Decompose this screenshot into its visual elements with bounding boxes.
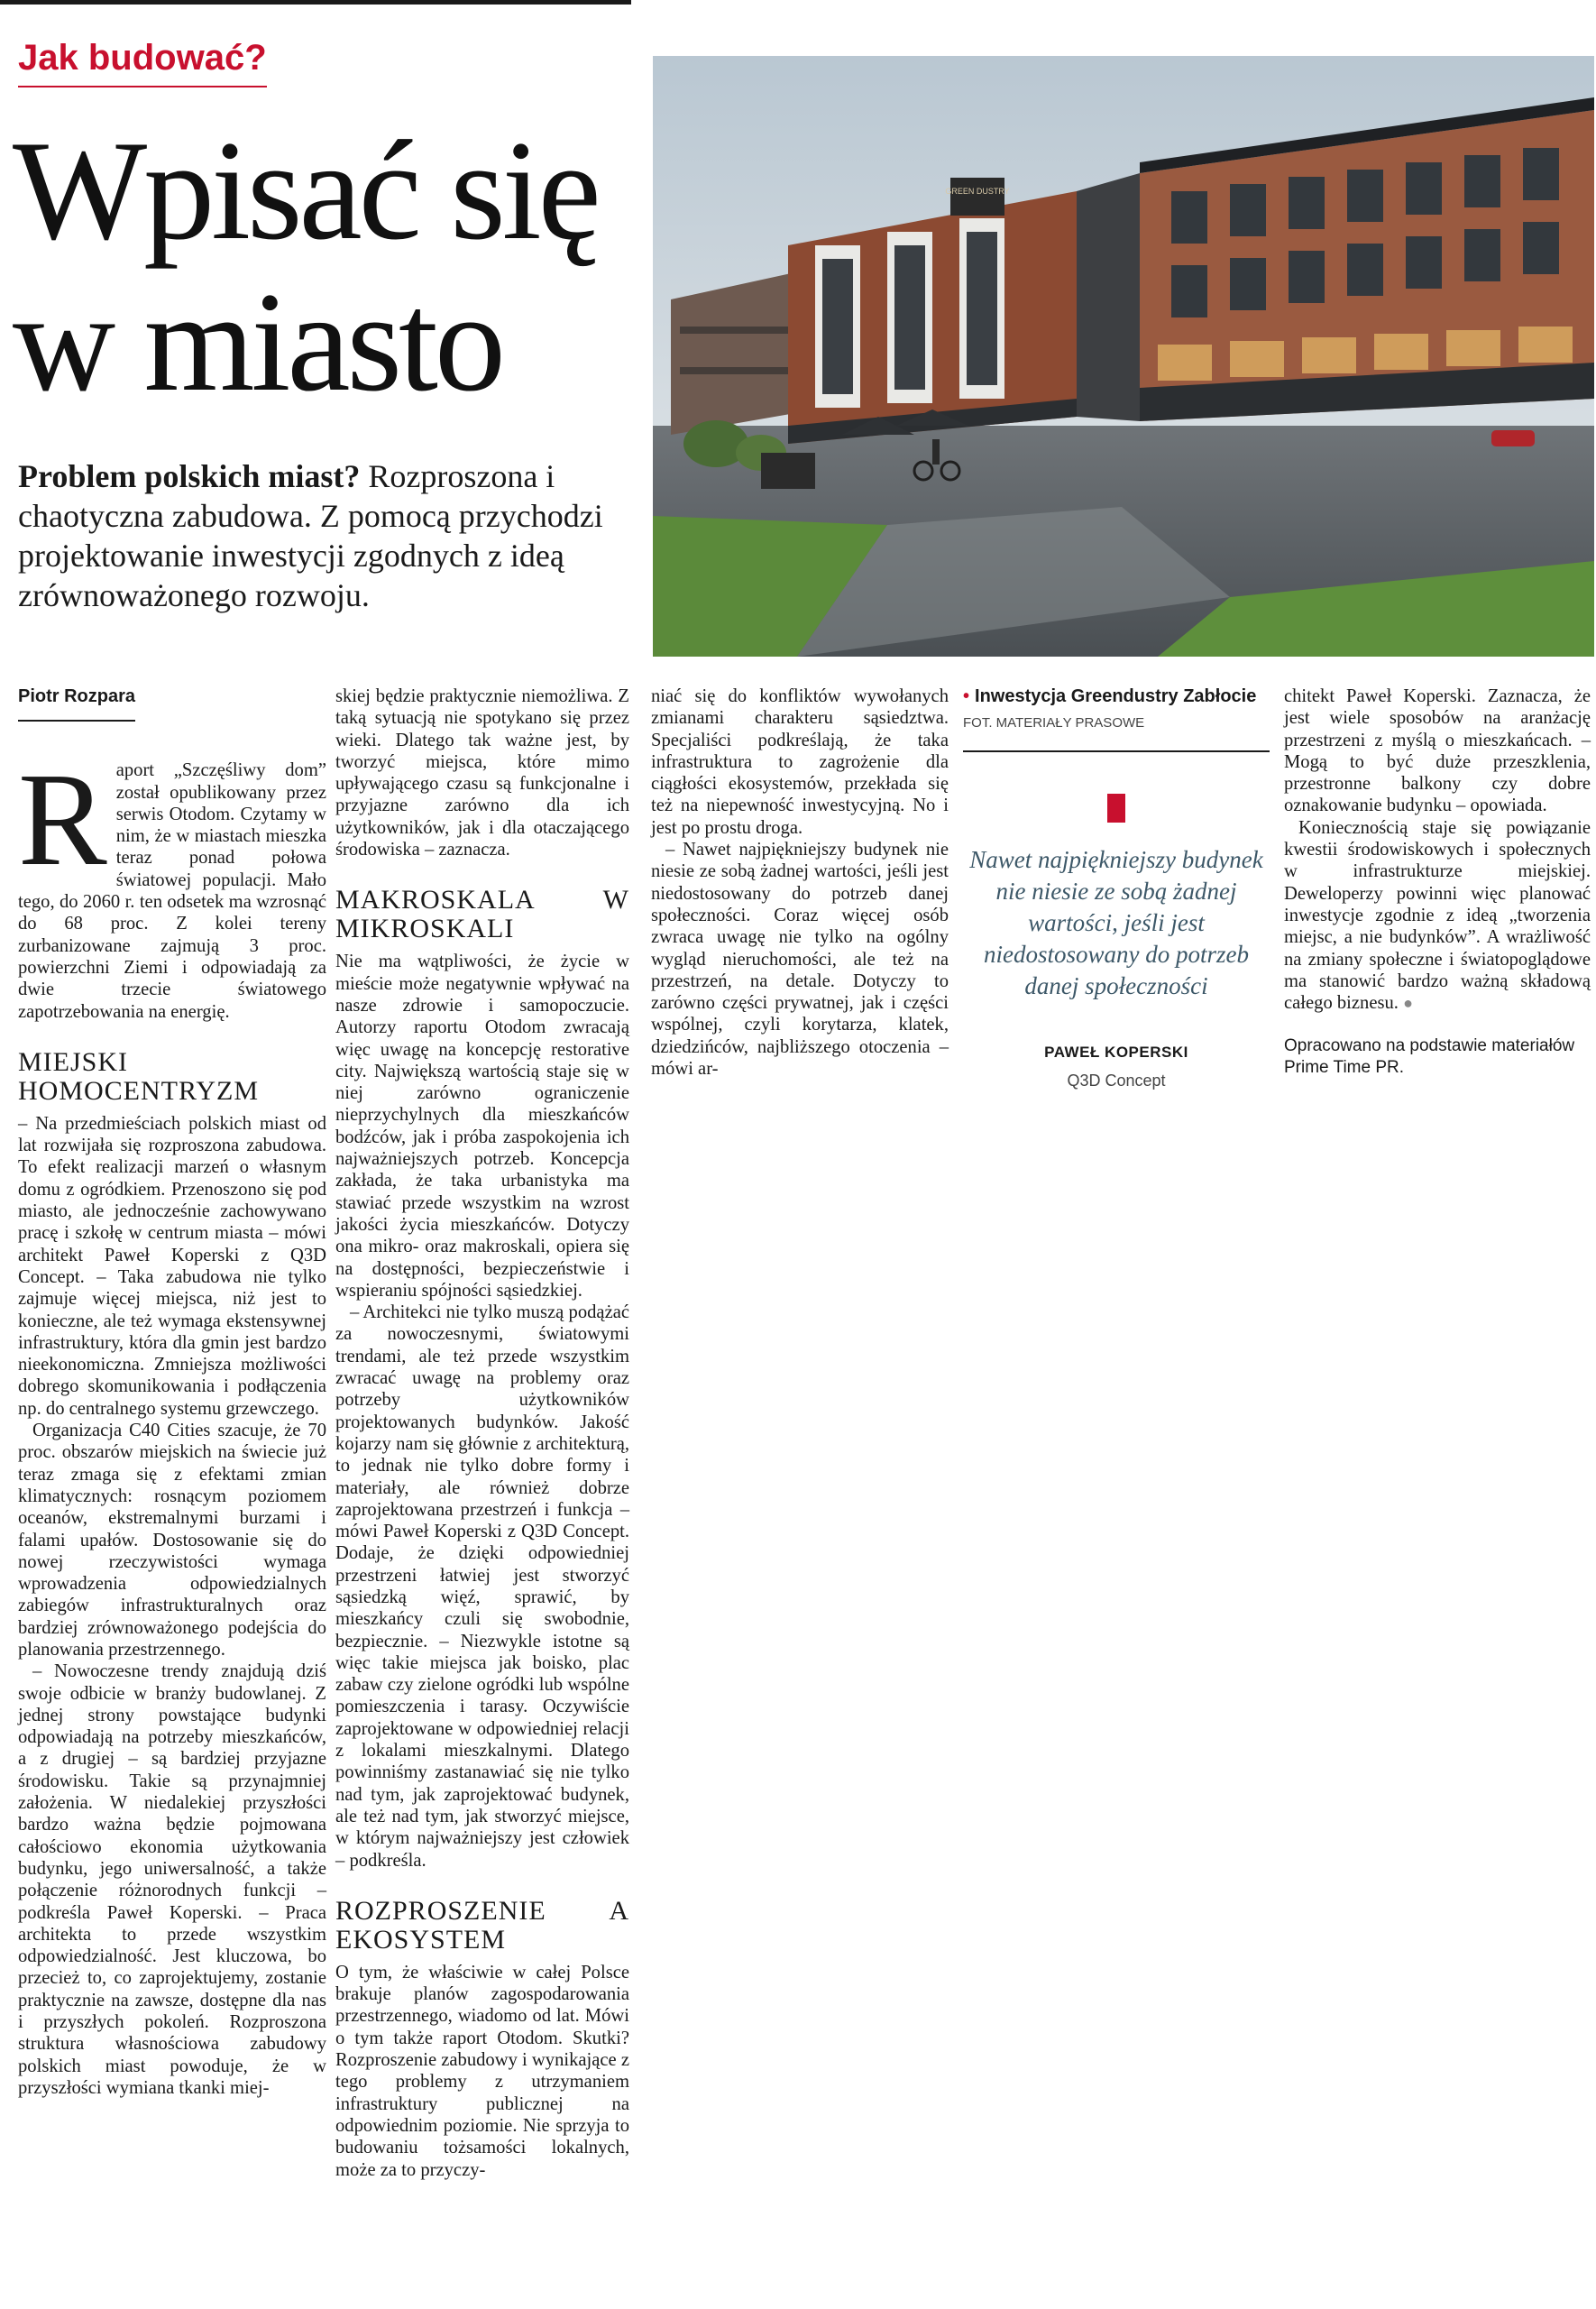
quote-company: Q3D Concept (1067, 1071, 1166, 1090)
closing-text: Koniecznością staje się powiązanie kwestii środowiskowych i społecznych w infrastrukturze miejskiej. Deweloperzy powinni więc planować inwestycje zgodnie z ideą „tworzenia miejsc, a nie budynków”. A wrażliwość na zmiany społeczne i światopoglądowe ma stanowić bardzo ważną składową całego biznesu. (1284, 817, 1591, 1014)
body-paragraph: skiej będzie praktycznie niemożliwa. Z taką sytuacją nie spotykano się przez wieki. Dlatego tak ważne jest, by tworzyć miejsca, które mimo upływającego czasu są funkcjonalne i przyjazne zarówno dla ich użytkowników, jak i dla otaczającego środowiska – zaznacza. (335, 686, 629, 860)
body-paragraph (1284, 817, 1591, 1015)
headline-line-2: w miasto (13, 263, 502, 421)
building-sign: GREEN DUSTRY (945, 187, 1010, 196)
lead-text: Rozproszona i chaotyczna zabudowa. Z pomocą przychodzi projektowanie inwestycji zgodnych z ideą zrównoważonego rozwoju. (18, 458, 603, 613)
intro-paragraph (18, 746, 326, 1023)
body-paragraph: – Nowoczesne trendy znajdują dziś swoje odbicie w branży budowlanej. Z jednej strony powstające budynki odpowiadają na potrzeby mieszkańców, a z drugiej – są bardziej przyjazne środowisku. Takie są przynajmniej założenia. W niedalekiej przyszłości bardzo ważna będzie pojmowana całościowo ekonomia użytkowania budynku, jego uniwersalność, a także połączenie różnorodnych funkcji – podkreśla Paweł Koperski. – Praca architekta to przede wszystkim odpowiedzialność. Jest kluczowa, bo przecież to, co zaprojektujemy, zostanie praktycznie na zawsze, dostępne dla nas i przyszłych pokoleń. Rozproszona struktura własnościowa zabudowy polskich miast powoduje, że w przyszłości wymiana tkanki miej- (18, 1661, 326, 2098)
body-paragraph: niać się do konfliktów wywołanych zmianami charakteru sąsiedztwa. Specjaliści podkreślają, że taka infrastruktura to zagrożenie dla ciągłości ekosystemów, przekłada się też na niepewność inwestycyjną. No i jest po prostu droga. (651, 686, 949, 838)
subhead-makroskala: MAKROSKALA W MIKROSKALI (335, 885, 629, 944)
section-kicker: Jak budować? (18, 38, 267, 87)
body-paragraph: – Na przedmieściach polskich miast od lat rozwijała się rozproszona zabudowa. To efekt realizacji marzeń o własnym domu z ogródkiem. Przenoszono się pod miasto, ale jednocześnie zachowywano pracę i szkołę w centrum miasta – mówi architekt Paweł Koperski z Q3D Concept. – Taka zabudowa nie tylko zajmuje więcej miejsca, niż jest to konieczne, ale też wymaga ekstensywnej infrastruktury, która dla gmin jest bardzo nieekonomiczna. Zmniejsza możliwości dobrego skomunikowania i podłączenia np. do centralnego systemu grzewczego. (18, 1113, 326, 1419)
photo-credit: FOT. MATERIAŁY PRASOWE (963, 713, 1270, 752)
quote-marker-icon (1107, 794, 1125, 823)
headline-line-1: Wpisać się (13, 112, 598, 270)
source-note: Opracowano na podstawie materiałów Prime Time PR. (1284, 1036, 1575, 1078)
headline (13, 112, 644, 421)
article-column-1 (18, 685, 326, 2099)
caption-title-text: Inwestycja Greendustry Zabłocie (975, 686, 1257, 706)
end-mark-icon: ● (1403, 994, 1413, 1013)
photo-caption (963, 685, 1270, 752)
intro-text: aport „Szczęśliwy dom” został opublikowany przez serwis Otodom. Czytamy w nim, że w miastach mieszka teraz ponad połowa światowej populacji. Mało tego, do 2060 r. ten odsetek ma wzrosnąć do 68 proc. Z kolei tereny zurbanizowane zajmują 3 proc. powierzchni Ziemi i odpowiadają za dwie trzecie światowego zapotrzebowania na energię. (18, 760, 326, 1022)
body-paragraph: Organizacja C40 Cities szacuje, że 70 proc. obszarów miejskich na świecie już teraz zmaga się z efektami zmian klimatycznych: rosnącym poziomem oceanów, ekstremalnymi burzami i falami upałów. Dostosowanie się do nowej rzeczywistości wymaga wprowadzenia odpowiedzialnych zabiegów infrastrukturalnych oraz bardziej zrównoważonego podejścia do planowania przestrzennego. (18, 1421, 326, 1660)
subhead-miejski-homocentryzm: MIEJSKI HOMOCENTRYZM (18, 1046, 260, 1106)
lead-bold: Problem polskich miast? (18, 458, 361, 494)
building-photo (653, 56, 1594, 657)
body-paragraph: chitekt Paweł Koperski. Zaznacza, że jest wiele sposobów na aranżację przestrzeni z myślą o mieszkańcach. – Mogą to być duże przeszklenia, przestronne balkony czy dobre oznakowanie budynku – opowiada. (1284, 686, 1591, 816)
body-paragraph: O tym, że właściwie w całej Polsce brakuje planów zagospodarowania przestrzennego, wiadomo od lat. Mówi o tym także raport Otodom. Skutki? Rozproszenie zabudowy i wynikające z tego problemy z utrzymaniem infrastruktury publicznej na odpowiednim poziomie. Nie sprzyja to budowaniu tożsamości lokalnych, może za to przyczy- (335, 1962, 629, 2180)
drop-cap: R (18, 746, 107, 895)
article-column-2 (335, 685, 629, 2181)
lead-paragraph (18, 456, 631, 615)
quote-author: PAWEŁ KOPERSKI (1044, 1044, 1188, 1062)
caption-title (963, 685, 1270, 707)
top-rule (0, 0, 631, 5)
body-paragraph: Nie ma wątpliwości, że życie w mieście może negatywnie wpływać na nasze zdrowie i samopoczucie. Autorzy raportu Otodom zwracają więc uwagę na koncepcję restorative city. Największą wartością staje się w niej zarówno ograniczenie nieprzychylnych dla mieszkańców bodźców, jak i próba zaspokojenia ich najważniejszych potrzeb. Koncepcja zakłada, że taka urbanistyka ma stawiać przede wszystkim na wzrost jakości życia mieszkańców. Dotyczy ona mikro- oraz makroskali, opiera się na dostępności, bezpieczeństwie i wspieraniu spójności sąsiedzkiej. (335, 952, 629, 1301)
article-column-3 (651, 685, 949, 1080)
caption-and-quote-column (963, 685, 1270, 1091)
author-byline: Piotr Rozpara (18, 685, 135, 722)
pull-quote: Nawet najpiękniejszy budynek nie niesie ze sobą żadnej wartości, jeśli jest niedostosowany do potrzeb danej społeczności (969, 846, 1263, 1000)
body-paragraph: – Architekci nie tylko muszą podążać za nowoczesnymi, światowymi trendami, ale też przede wszystkim zwracać uwagę na problemy oraz potrzeby użytkowników projektowanych budynków. Jakość kojarzy nam się głównie z architekturą, to jednak nie tylko dobre formy i materiały, ale również dobrze zaprojektowana przestrzeń i funkcja – mówi Paweł Koperski z Q3D Concept. Dodaje, że dzięki odpowiedniej przestrzeni łatwiej jest stworzyć sąsiedzką więź, sprawić, by mieszkańcy czuli się swobodnie, bezpiecznie. – Niezwykle istotne są więc takie miejsca jak boisko, plac zabaw czy zielone ogródki lub wspólne pomieszczenia i tarasy. Oczywiście zaprojektowane w odpowiedniej relacji z lokalami mieszkalnymi. Dlatego powinniśmy zastanawiać się nie tylko nad tym, jak zaprojektować budynek, ale też nad tym, jak stworzyć miejsce, w którym najważniejszy jest człowiek – podkreśla. (335, 1302, 629, 1871)
article-column-5 (1284, 685, 1591, 1079)
subhead-rozproszenie: ROZPROSZENIE A EKOSYSTEM (335, 1895, 629, 1955)
bullet-icon: • (963, 686, 970, 706)
quote-attribution (963, 1042, 1270, 1091)
body-paragraph: – Nawet najpiękniejszy budynek nie niesie ze sobą żadnej wartości, jeśli jest niedostosowany do potrzeb danej społeczności. Coraz więcej osób zwraca uwagę nie tylko na ogólny wygląd nieruchomości, ale też na przestrzeń, na detale. Dotyczy to zarówno części prywatnej, jak i części wspólnej, czyli korytarza, klatek, dziedzińców, najbliższego otoczenia – mówi ar- (651, 840, 949, 1080)
building-illustration (653, 56, 1594, 657)
